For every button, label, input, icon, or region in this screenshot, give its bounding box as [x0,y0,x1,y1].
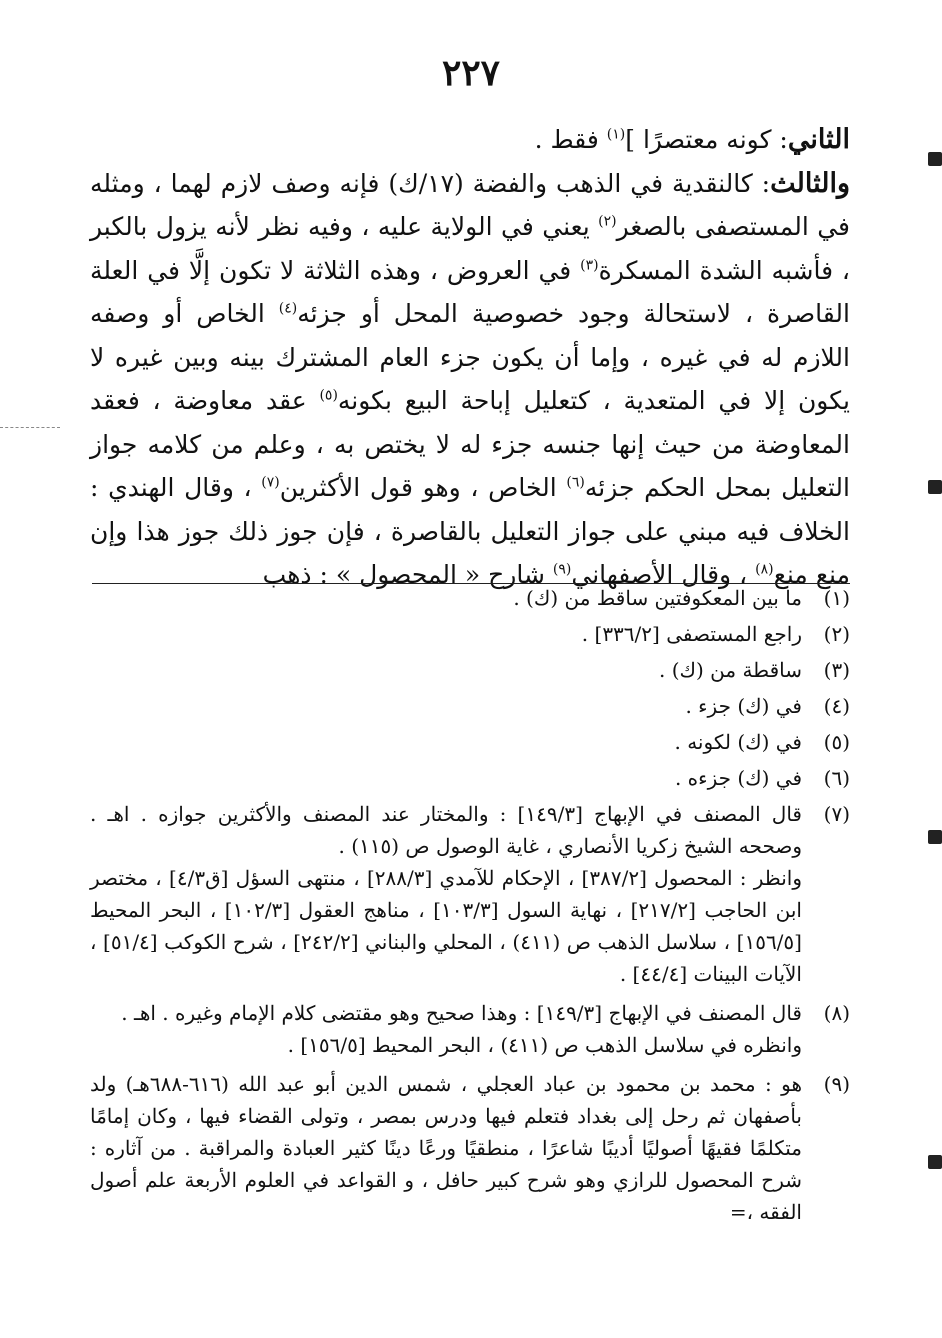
paragraph-second: الثاني: كونه معتصرًا ]$^{(١)}$ فقط . [534,124,850,155]
margin-mark-middle [928,480,942,494]
heading-second: الثاني [787,124,850,155]
footnote-6: (٦) في (ك) جزءه . [674,766,850,790]
footnote-ref-3[interactable]: (٣) [580,257,599,274]
footnote-ref-6[interactable]: (٦) [566,474,585,491]
main-text [90,118,850,597]
footnote-ref-5[interactable]: (٥) [319,387,338,404]
footnote-ref-1[interactable]: (١) [606,126,626,143]
footnote-ref-7[interactable]: (٧) [261,474,280,491]
footnote-ref-4[interactable]: (٤) [278,300,298,317]
footnote-ref-8[interactable]: (٨) [755,561,774,578]
footnote-1: (١) ما بين المعكوفتين ساقط من (ك) . [513,586,850,610]
margin-mark-top [928,152,942,166]
footnote-ref-2[interactable]: (٢) [598,213,617,230]
footnote-ref-9[interactable]: (٩) [552,561,572,578]
footnote-9: (٩) هو : محمد بن محمود بن عباد العجلي ، شمس الدين أبو عبد الله (٦١٦-٦٨٨هـ) ولد بأصفهان ثم رحل إلى بغداد فتعلم فيها ودرس بمصر ، وتولى القضاء فيها ، وكان إمامًا متكلمًا فقيهًا أصوليًا أديبًا شاعرًا ، منطقيًا ورعًا دينًا كثير العبادة والمراقبة . من آثاره : شرح المحصول للرازي وهو شرح كبير حافل ، و القواعد في العلوم الأربعة علم أصول الفقه ،= [90,1072,850,1224]
footnote-8: (٨) قال المصنف في الإبهاج [١٤٩/٣] : وهذا صحيح وهو مقتضى كلام الإمام وغيره . اهـ . وانظره في سلاسل الذهب ص (٤١١) ، البحر المحيط [١٥٦/٥] . [121,1001,850,1057]
page-number: ٢٢٧ [441,52,500,94]
heading-third: والثالث [770,167,850,199]
footnote-3: (٣) ساقطة من (ك) . [659,658,850,682]
paragraph-third: والثالث: كالنقدية في الذهب والفضة (١٧/ك) فإنه وصف لازم لهما ، ومثله في المستصفى بالصغر$^{(٢)}$ يعني في الولاية عليه ، وفيه نظر لأنه يزول بالكبر ، فأشبه الشدة المسكرة$^{(٣)}$ في العروض ، وهذه الثلاثة لا تكون إلَّا في العلة القاصرة ، لاستحالة وجود خصوصية المحل أو جزئه$^{(٤)}$ الخاص أو وصفه اللازم له في غيره ، وإما أن يكون جزء العام المشترك بينه وبين غيره لا يكون إلا في المتعدية ، كتعليل إباحة البيع بكونه$^{(٥)}$ عقد معاوضة ، فعقد المعاوضة من حيث إنها جنسه جزء له لا يختص به ، وعلم من كلامه جواز التعليل بمحل الحكم جزئه$^{(٦)}$ الخاص ، وهو قول الأكثرين$^{(٧)}$ ، وقال الهندي : الخلاف فيه مبني على جواز التعليل بالقاصرة ، فإن جوز ذلك جوز هذا وإن منع منع$^{(٨)}$ ، وقال الأصفهاني$^{(٩)}$ شارح « المحصول » : ذهب [90,167,851,589]
footnote-2: (٢) راجع المستصفى [٣٣٦/٢] . [581,622,850,646]
footnote-7: (٧) قال المصنف في الإبهاج [١٤٩/٣] : والمختار عند المصنف والأكثرين جوازه . اهـ . وصححه الشيخ زكريا الأنصاري ، غاية الوصول ص (١١٥) . وانظر : المحصول [٣٨٧/٢] ، الإحكام للآمدي [٢٨٨/٣] ، منتهى السؤل [ق٤/٣] ، مختصر ابن الحاجب [٢١٧/٢] ، نهاية السول [١٠٣/٣] ، مناهج العقول [١٠٢/٣] ، البحر المحيط [١٥٦/٥] ، سلاسل الذهب ص (٤١١) ، المحلي والبناني [٢٤٢/٢] ، شرح الكوكب [٥١/٤] ، الآيات البينات [٤٤/٤] . [90,802,850,986]
margin-mark-bottom [928,1155,942,1169]
footnote-5: (٥) في (ك) لكونه . [674,730,850,754]
margin-mark-lower [928,830,942,844]
footnote-4: (٤) في (ك) جزء . [685,694,850,718]
margin-stroke [0,427,60,428]
footnotes [90,582,850,1228]
